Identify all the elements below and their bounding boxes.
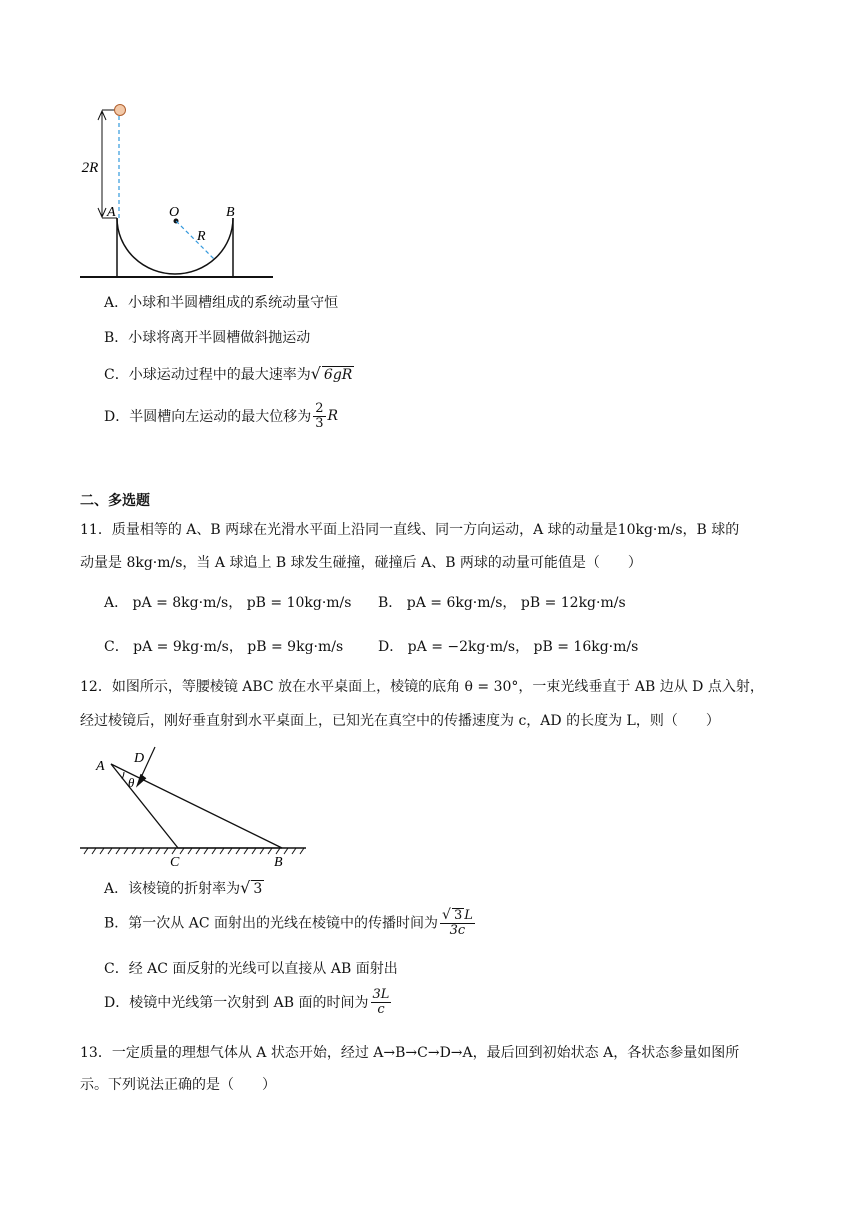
q10-option-c: C．小球运动过程中的最大速率为√ 6gR bbox=[104, 364, 353, 383]
label-R: R bbox=[197, 229, 206, 244]
prism-label-a: A bbox=[96, 759, 105, 774]
q12-option-d-num: 3L bbox=[372, 987, 390, 1002]
q10-option-d-den: 3 bbox=[315, 415, 324, 431]
q10-option-d bbox=[104, 402, 338, 430]
prism-label-c: C bbox=[170, 855, 180, 870]
q12-line2: 经过棱镜后，刚好垂直射到水平桌面上，已知光在真空中的传播速度为 c，AD 的长度为 L，则（ ） bbox=[80, 713, 720, 729]
label-A: A bbox=[107, 205, 116, 220]
q11-line1: 11．质量相等的 A、B 两球在光滑水平面上沿同一直线、同一方向运动，A 球的动量是10kg·m/s，B 球的 bbox=[80, 522, 740, 538]
section-title: 二、多选题 bbox=[80, 493, 150, 509]
prism-label-b: B bbox=[274, 855, 283, 870]
q12-option-b-text: B．第一次从 AC 面射出的光线在棱镜中的传播时间为 bbox=[104, 915, 439, 932]
q11-option-d: D． pA = −2kg·m/s， pB = 16kg·m/s bbox=[378, 639, 639, 655]
q12-line1: 12．如图所示，等腰棱镜 ABC 放在水平桌面上，棱镜的底角 θ = 30°，一束光线垂直于 AB 边从 D 点入射， bbox=[80, 679, 764, 695]
q12-option-b-num-rad: 3 bbox=[453, 908, 463, 923]
prism-label-d: D bbox=[134, 751, 145, 766]
q10-option-d-r: R bbox=[327, 408, 339, 425]
label-O: O bbox=[169, 205, 180, 220]
label-2R: 2R bbox=[81, 160, 99, 176]
q13-line1: 13．一定质量的理想气体从 A 状态开始，经过 A→B→C→D→A，最后回到初始状态 A，各状态参量如图所 bbox=[80, 1045, 740, 1061]
figure-semicircle-groove bbox=[75, 100, 285, 285]
figure-prism bbox=[78, 742, 318, 872]
label-B: B bbox=[226, 205, 235, 220]
q10-option-b: B．小球将离开半圆槽做斜抛运动 bbox=[104, 330, 311, 346]
q10-option-c-text: C．小球运动过程中的最大速率为 bbox=[104, 367, 311, 383]
q12-option-c: C．经 AC 面反射的光线可以直接从 AB 面射出 bbox=[104, 961, 398, 977]
q10-option-d-text: D．半圆槽向左运动的最大位移为 bbox=[104, 409, 312, 426]
q12-option-b: B．第一次从 AC 面射出的光线在棱镜中的传播时间为 $\frac{√ 3 L}{3c}$ bbox=[104, 907, 473, 938]
q12-option-d-text: D．棱镜中光线第一次射到 AB 面的时间为 bbox=[104, 995, 369, 1012]
q12-option-b-num-l: L bbox=[464, 908, 473, 923]
q12-option-a: A．该棱镜的折射率为√ 3 bbox=[104, 878, 263, 897]
q10-option-c-radicand: 6gR bbox=[323, 367, 353, 383]
q12-option-d bbox=[104, 988, 393, 1016]
q10-option-d-num: 2 bbox=[315, 401, 324, 416]
q12-option-a-radicand: 3 bbox=[253, 881, 263, 897]
q11-option-a: A． pA = 8kg·m/s， pB = 10kg·m/s bbox=[104, 595, 352, 611]
q11-option-c: C． pA = 9kg·m/s， pB = 9kg·m/s bbox=[104, 639, 344, 655]
q13-line2: 示。下列说法正确的是（ ） bbox=[80, 1077, 276, 1093]
q12-option-d-den: c bbox=[377, 1001, 385, 1017]
q10-option-a: A．小球和半圆槽组成的系统动量守恒 bbox=[104, 295, 339, 311]
q12-option-b-den: 3c bbox=[449, 922, 466, 938]
q11-option-b: B． pA = 6kg·m/s， pB = 12kg·m/s bbox=[378, 595, 626, 611]
q11-line2: 动量是 8kg·m/s，当 A 球追上 B 球发生碰撞，碰撞后 A、B 两球的动量可能值是（ ） bbox=[80, 555, 642, 571]
q12-option-a-text: A．该棱镜的折射率为 bbox=[104, 881, 241, 897]
prism-label-theta: θ bbox=[128, 775, 135, 790]
